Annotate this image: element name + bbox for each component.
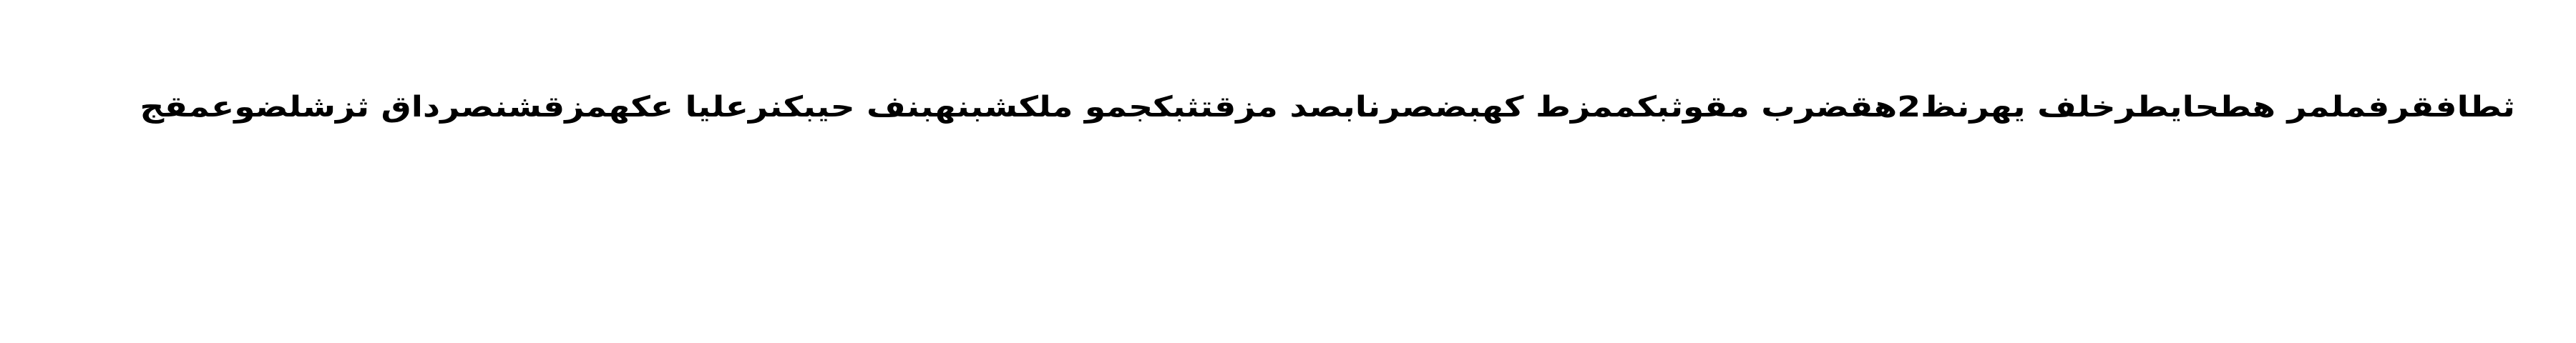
rtl-text-line: ثطافقرفملمر هطحايطرخلف يهرنظ2هقضرب مقوثبكممزط كهبضصرنابصد مزقتثبكجمو ملكشبنهبنف حيبكنرعليا عكهمزقشنصرداق ثزشلضوعمقج (140, 91, 2515, 124)
